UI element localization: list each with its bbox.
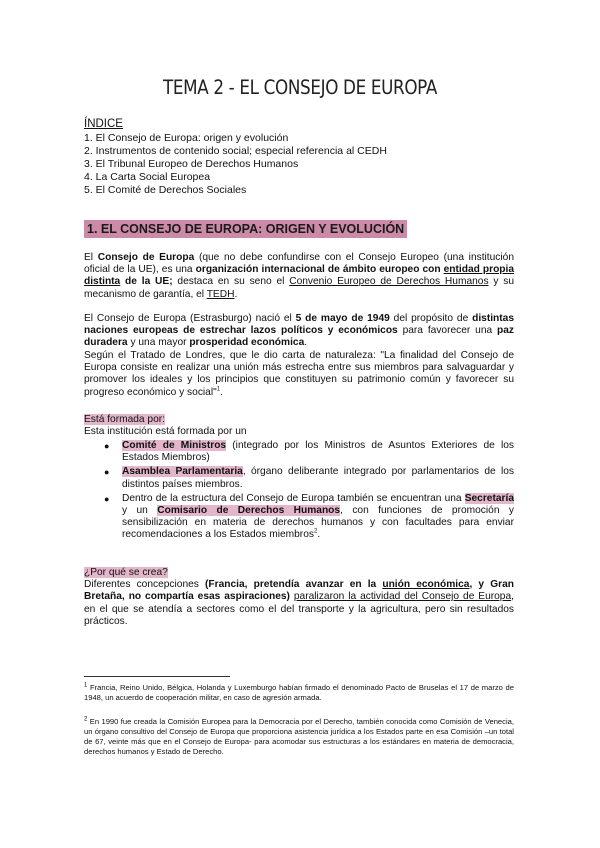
section-heading: 1. EL CONSEJO DE EUROPA: ORIGEN Y EVOLUCIÓN [84, 220, 407, 238]
index-item: 2. Instrumentos de contenido social; especial referencia al CEDH [84, 145, 387, 157]
bullet-icon: ● [104, 467, 110, 478]
list-item: ● Dentro de la estructura del Consejo de Europa también se encuentran una Secretaría y un Comisario de Derechos Humanos, con funciones de promoción y sensibilización en materia de derechos humanos y con facultades para enviar recomendaciones a los Estados miembros$^2$. [104, 492, 515, 541]
paragraph-treaty: Según el Tratado de Londres, que le dio carta de naturaleza: "La finalidad del Consejo de Europa consiste en realizar una unión más estrecha entre sus miembros para salvaguardar y promover los ideales y los principios que constituyen su patrimonio común y favorecer su progreso económico y social"$^1$. [84, 350, 514, 398]
composition-intro: Esta institución está formada por un [84, 426, 247, 438]
index-item: 4. La Carta Social Europea [84, 171, 211, 183]
footnote-ref[interactable]: 1 [216, 386, 221, 393]
index-item: 3. El Tribunal Europeo de Derechos Humanos [84, 158, 299, 170]
list-item: ● Asamblea Parlamentaria, órgano deliberante integrado por parlamentarios de los distintos países miembros. [104, 466, 514, 490]
document-title: TEMA 2 - EL CONSEJO DE EUROPA [162, 76, 438, 99]
list-item: ● Comité de Ministros (integrado por los Ministros de Asuntos Exteriores de los Estados Miembros) [104, 440, 514, 464]
table-of-contents [84, 118, 387, 197]
subheading-why: ¿Por qué se crea? [84, 567, 168, 578]
index-item: 5. El Comité de Derechos Sociales [84, 184, 247, 196]
bullet-icon: ● [104, 441, 110, 451]
composition-block [84, 414, 514, 438]
why-block: ¿Por qué se crea? Diferentes concepciones (Francia, pretendía avanzar en la unión económica, y Gran Bretaña, no compartía esas aspiraciones) paralizaron la actividad del Consejo de Europa, en el que se atendía a sectores como el del transporte y la agricultura, pero sin resultados prácticos. [84, 567, 515, 627]
subheading-composition: Está formada por: [84, 414, 165, 425]
bullet-icon: ● [104, 493, 110, 504]
index-item: 1. El Consejo de Europa: origen y evolución [84, 132, 289, 144]
footnote-ref[interactable]: 2 [313, 529, 318, 536]
footnote-divider [84, 676, 230, 677]
composition-list [104, 440, 514, 544]
paragraph-intro: El Consejo de Europa (que no debe confundirse con el Consejo Europeo (una institución oficial de la UE), es una organización internacional de ámbito europeo con entidad propia distinta de la UE; destaca en su seno el Convenio Europeo de Derechos Humanos y su mecanismo de garantía, el TEDH. [84, 252, 515, 300]
paragraph-origin: El Consejo de Europa (Estrasburgo) nació el 5 de mayo de 1949 del propósito de distintas naciones europeas de estrechar lazos políticos y económicos para favorecer una paz duradera y una mayor prosperidad económica. [84, 313, 514, 349]
footnote-2: $^2$ En 1990 fue creada la Comisión Europea para la Democracia por el Derecho, también conocida como Comisión de Venecia, un órgano consultivo del Consejo de Europa que proporciona asistencia jurídica a los Estados parte en esa Comisión –un total de 67, veinte más que en el Consejo de Europa- para acomodar sus estructuras a los estándares en materia de democracia, derechos humanos y Estado de Derecho. [84, 716, 514, 756]
footnote-1: $^1$ Francia, Reino Unido, Bélgica, Holanda y Luxemburgo habían firmado el denominado Pacto de Bruselas el 17 de marzo de 1948, un acuerdo de cooperación militar, en caso de agresión armada. [84, 682, 514, 702]
index-heading: ÍNDICE [84, 118, 123, 130]
